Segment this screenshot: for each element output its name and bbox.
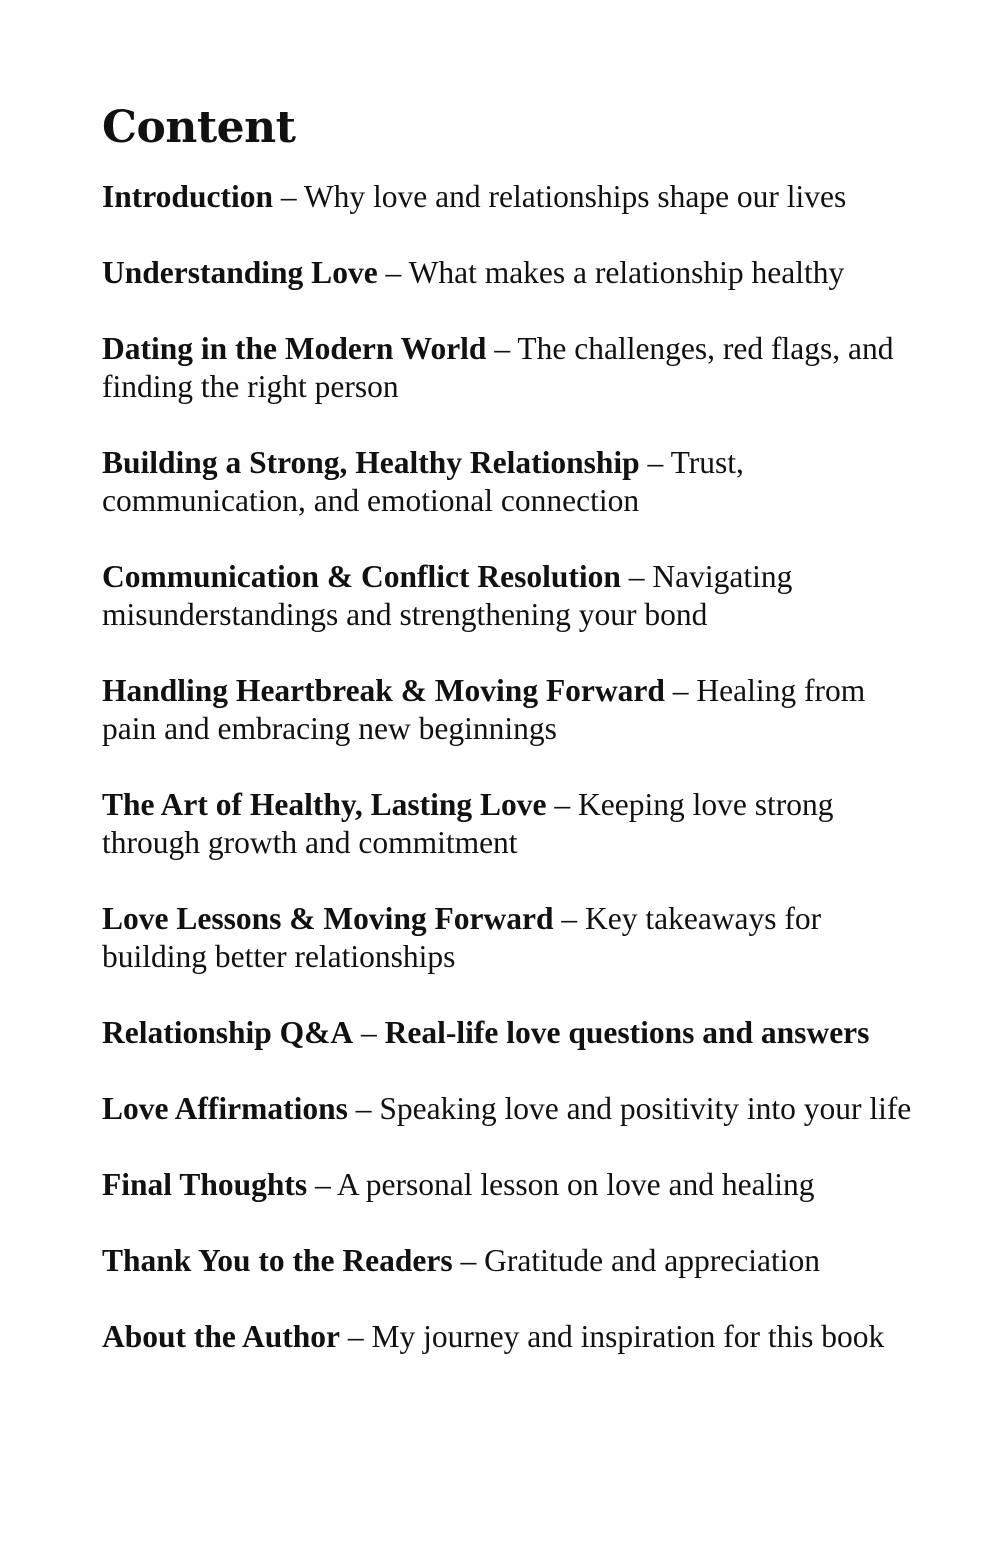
toc-entry-title: Relationship Q&A [102, 1015, 354, 1050]
toc-entry-description: My journey and inspiration for this book [371, 1319, 885, 1354]
toc-entry-description: Real-life love questions and answers [384, 1015, 870, 1050]
toc-entry-separator: – [353, 1015, 385, 1050]
toc-entry-title: Handling Heartbreak & Moving Forward [102, 673, 665, 708]
toc-entry [102, 178, 922, 216]
toc-entry-separator: – [639, 445, 671, 480]
toc-entry [102, 1318, 922, 1356]
toc-entry-title: The Art of Healthy, Lasting Love [102, 787, 547, 822]
toc-entry-title: Love Affirmations [102, 1091, 348, 1126]
toc-entry-title: Introduction [102, 179, 273, 214]
toc-entry-separator: – [272, 179, 304, 214]
toc-entry-description: Healing from pain and embracing new beginnings [102, 673, 866, 746]
toc-entry-separator: – [452, 1243, 485, 1278]
toc-entry-description: A personal lesson on love and healing [336, 1167, 815, 1202]
toc-entry-separator: – [307, 1167, 337, 1202]
toc-entry [102, 1166, 922, 1204]
toc-entry-separator: – [377, 255, 409, 290]
toc-entry-description: Trust, communication, and emotional connection [102, 445, 744, 518]
toc-list [102, 178, 922, 1356]
toc-entry-description: Speaking love and positivity into your life [379, 1091, 912, 1126]
toc-entry [102, 1090, 922, 1128]
toc-entry-title: Love Lessons & Moving Forward [102, 901, 554, 936]
toc-entry-title: Communication & Conflict Resolution [102, 559, 621, 594]
toc-entry-description: Gratitude and appreciation [484, 1243, 820, 1278]
toc-entry [102, 330, 922, 406]
toc-entry-title: Building a Strong, Healthy Relationship [102, 445, 640, 480]
toc-entry-separator: – [486, 331, 518, 366]
toc-entry-separator: – [620, 559, 653, 594]
toc-entry [102, 786, 922, 862]
toc-entry [102, 254, 922, 292]
toc-entry [102, 444, 922, 520]
toc-entry-separator: – [546, 787, 579, 822]
toc-entry-separator: – [340, 1319, 372, 1354]
toc-entry-title: About the Author [102, 1319, 341, 1354]
page-title: Content [102, 102, 296, 153]
toc-entry [102, 900, 922, 976]
toc-entry-description: Navigating misunderstandings and strengthening your bond [102, 559, 793, 632]
toc-entry-title: Thank You to the Readers [102, 1243, 453, 1278]
toc-entry-separator: – [347, 1091, 380, 1126]
toc-entry-description: The challenges, red flags, and finding the right person [102, 331, 894, 404]
toc-entry-title: Dating in the Modern World [102, 331, 487, 366]
toc-entry-description: What makes a relationship healthy [408, 255, 845, 290]
toc-entry-description: Keeping love strong through growth and commitment [102, 787, 834, 860]
toc-entry-separator: – [553, 901, 585, 936]
table-of-contents-page [102, 100, 922, 1394]
toc-entry-separator: – [664, 673, 697, 708]
toc-entry [102, 1014, 922, 1052]
toc-entry-description: Why love and relationships shape our lives [303, 179, 847, 214]
toc-entry [102, 558, 922, 634]
toc-entry [102, 1242, 922, 1280]
toc-entry-title: Final Thoughts [102, 1167, 308, 1202]
toc-entry [102, 672, 922, 748]
toc-entry-description: Key takeaways for building better relationships [102, 901, 822, 974]
toc-entry-title: Understanding Love [102, 255, 378, 290]
